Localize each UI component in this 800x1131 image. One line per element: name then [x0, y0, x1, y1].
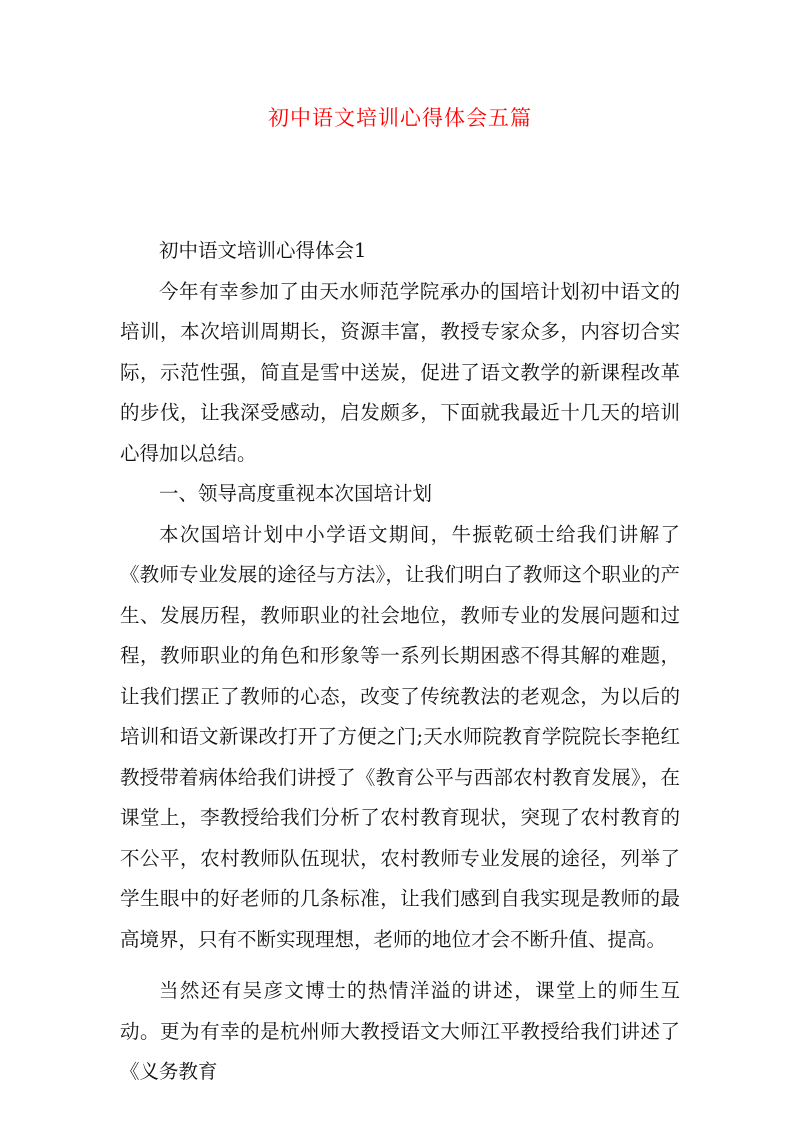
document-title: 初中语文培训心得体会五篇	[268, 106, 532, 130]
body-paragraph: 本次国培计划中小学语文期间，牛振乾硕士给我们讲解了《教师专业发展的途径与方法》，让我们明白了教师这个职业的产生、发展历程，教师职业的社会地位，教师专业的发展问题和过程，教师职业的角色和形象等一系列长期困惑不得其解的难题，让我们摆正了教师的心态，改变了传统教法的老观念，为以后的培训和语文新课改打开了方便之门;天水师院教育学院院长李艳红教授带着病体给我们讲授了《教育公平与西部农村教育发展》，在课堂上，李教授给我们分析了农村教育现状，突现了农村教育的不公平，农村教师队伍现状，农村教师专业发展的途径，列举了学生眼中的好老师的几条标准，让我们感到自我实现是教师的最高境界，只有不断实现理想，老师的地位才会不断升值、提高。	[120, 522, 680, 951]
body-paragraph: 当然还有吴彦文博士的热情洋溢的讲述，课堂上的师生互动。更为有幸的是杭州师大教授语文大师江平教授给我们讲述了《义务教育	[120, 979, 680, 1083]
body-paragraph: 今年有幸参加了由天水师范学院承办的国培计划初中语文的培训，本次培训周期长，资源丰富，教授专家众多，内容切合实际，示范性强，简直是雪中送炭，促进了语文教学的新课程改革的步伐，让我深受感动，启发颇多，下面就我最近十几天的培训心得加以总结。	[120, 279, 680, 465]
document-body	[120, 231, 680, 1093]
section-subtitle: 初中语文培训心得体会1	[159, 239, 367, 262]
section-heading: 一、领导高度重视本次国培计划	[159, 482, 433, 505]
